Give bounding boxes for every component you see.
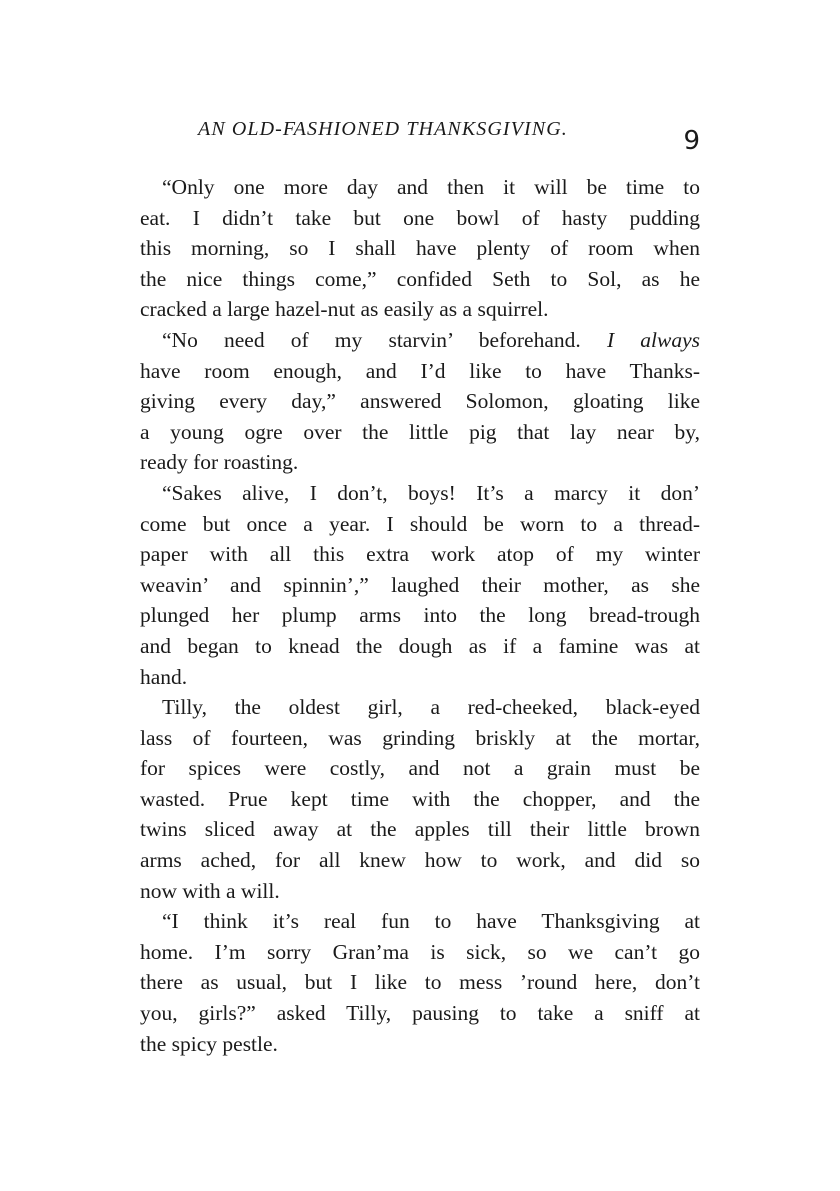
text-line: a young ogre over the little pig that lay near by,: [140, 419, 700, 444]
text-line-with-emphasis: [140, 325, 700, 356]
body-text: [140, 172, 700, 1059]
text-line: wasted. Prue kept time with the chopper, and the: [140, 786, 700, 811]
paragraph-1: [140, 172, 700, 325]
text-line: giving every day,” answered Solomon, gloating like: [140, 389, 700, 414]
text-line: the spicy pestle.: [140, 1031, 278, 1056]
text-line: ready for roasting.: [140, 450, 299, 475]
text-line: twins sliced away at the apples till their little brown: [140, 817, 700, 842]
text-line: the nice things come,” confided Seth to Sol, as he: [140, 266, 700, 291]
text-line: there as usual, but I like to mess ’round here, don’t: [140, 970, 700, 995]
paragraph-4: [140, 692, 700, 906]
text-line: this morning, so I shall have plenty of room when: [140, 236, 700, 261]
text-line: home. I’m sorry Gran’ma is sick, so we can’t go: [140, 939, 700, 964]
text-line: plunged her plump arms into the long bread-trough: [140, 603, 700, 628]
text-line: paper with all this extra work atop of my winter: [140, 542, 700, 567]
text-line: now with a will.: [140, 878, 280, 903]
paragraph-3: [140, 478, 700, 692]
text-line: “Only one more day and then it will be time to: [162, 175, 700, 199]
text-line: cracked a large hazel-nut as easily as a squirrel.: [140, 297, 549, 322]
running-head: [140, 116, 700, 156]
text-line: weavin’ and spinnin’,” laughed their mother, as she: [140, 572, 700, 597]
text-fragment: “No need of my starvin’ beforehand.: [162, 327, 581, 352]
text-line: for spices were costly, and not a grain must be: [140, 756, 700, 781]
text-line: eat. I didn’t take but one bowl of hasty pudding: [140, 205, 700, 230]
text-line: have room enough, and I’d like to have Thanks-: [140, 358, 700, 383]
running-title: AN OLD-FASHIONED THANKSGIVING.: [198, 118, 568, 140]
text-line: “I think it’s real fun to have Thanksgiving at: [162, 909, 700, 934]
text-line: Tilly, the oldest girl, a red-cheeked, black-eyed: [162, 695, 700, 720]
paragraph-5: [140, 906, 700, 1059]
paragraph-2: [140, 325, 700, 478]
text-line: you, girls?” asked Tilly, pausing to take a sniff at: [140, 1001, 700, 1026]
page-number: 9: [683, 126, 700, 156]
text-line: come but once a year. I should be worn to a thread-: [140, 511, 700, 536]
text-line: “Sakes alive, I don’t, boys! It’s a marcy it don’: [162, 480, 700, 505]
text-line: and began to knead the dough as if a famine was at: [140, 633, 700, 658]
text-line: hand.: [140, 664, 188, 689]
text-line: arms ached, for all knew how to work, and did so: [140, 848, 700, 873]
text-line: lass of fourteen, was grinding briskly at the mortar,: [140, 725, 700, 750]
emphasis-text: I always: [606, 327, 701, 352]
